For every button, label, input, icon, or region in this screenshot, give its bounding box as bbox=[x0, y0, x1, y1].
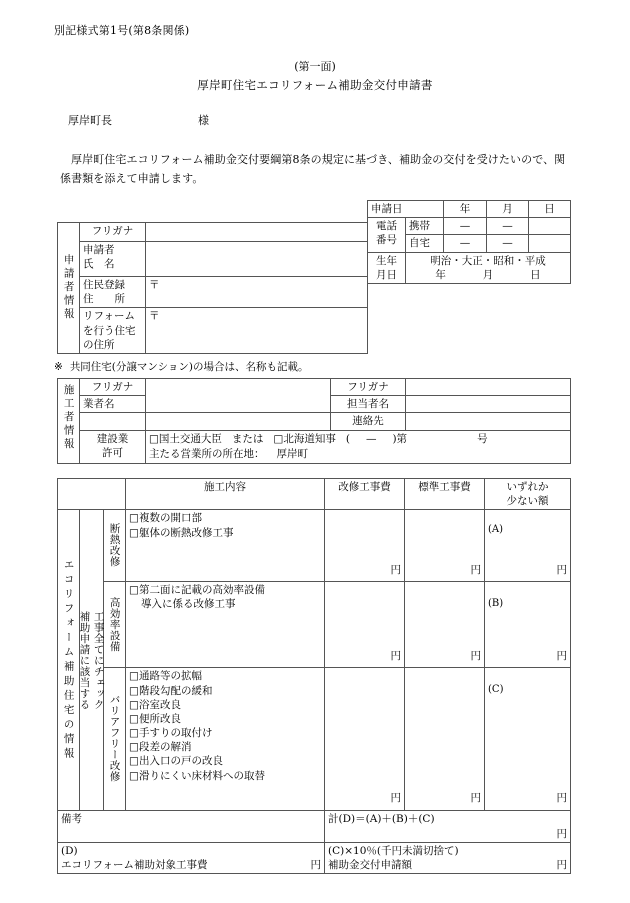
home-number-field[interactable] bbox=[529, 235, 571, 252]
joint-housing-note bbox=[54, 359, 309, 374]
note-mark: ※ bbox=[54, 361, 63, 373]
governor-checkbox[interactable]: □北海道知事 bbox=[273, 432, 336, 445]
target-cost-cell[interactable] bbox=[58, 842, 325, 873]
checkbox-item[interactable]: □便所改良 bbox=[129, 712, 181, 725]
birth-month[interactable]: 月 bbox=[482, 268, 494, 281]
yen-unit: 円 bbox=[310, 858, 322, 871]
renovation-cost-equipment[interactable] bbox=[325, 582, 405, 668]
application-date-month[interactable]: 月 bbox=[487, 201, 529, 218]
yen-unit: 円 bbox=[556, 650, 568, 663]
builder-section-label bbox=[58, 379, 80, 464]
reform-address-label bbox=[80, 308, 146, 354]
resident-address-label-line1: 住民登録 bbox=[83, 279, 125, 292]
d-marker: (D) bbox=[61, 844, 78, 857]
builder-furigana-row bbox=[58, 379, 571, 396]
resident-address-row bbox=[58, 277, 368, 308]
builder-section-label-text: 施工者情報 bbox=[62, 384, 75, 452]
minister-checkbox[interactable]: □国土交通大臣 bbox=[149, 432, 222, 445]
builder-contact-label: 連絡先 bbox=[331, 413, 406, 430]
builder-contact-person-label: 担当者名 bbox=[331, 396, 406, 413]
work-header-content: 施工内容 bbox=[126, 479, 325, 510]
application-date-row bbox=[368, 201, 571, 218]
category-label-equipment-text: 高効率設備 bbox=[108, 596, 121, 652]
builder-license-label-line1: 建設業 bbox=[96, 432, 129, 445]
home-label: 自宅 bbox=[406, 235, 444, 252]
home-dash-2[interactable]: — bbox=[487, 235, 529, 252]
applicant-name-field[interactable] bbox=[146, 242, 368, 277]
work-header-standard-cost: 標準工事費 bbox=[405, 479, 485, 510]
builder-company-label: 業者名 bbox=[80, 396, 146, 413]
applicant-table bbox=[57, 222, 368, 354]
license-or-text: または bbox=[231, 432, 264, 445]
target-cost-label: エコリフォーム補助対象工事費 bbox=[61, 858, 208, 871]
renovation-cost-barrierfree[interactable] bbox=[325, 668, 405, 811]
total-formula: 計(D)＝(A)＋(B)＋(C) bbox=[328, 813, 435, 826]
work-section-label bbox=[58, 510, 80, 811]
builder-company-field[interactable] bbox=[146, 379, 331, 413]
page-label: (第一面) bbox=[294, 60, 336, 73]
standard-cost-equipment[interactable] bbox=[405, 582, 485, 668]
checkbox-item[interactable]: □第二面に記載の高効率設備 bbox=[129, 584, 265, 597]
amount-marker-c: (C) bbox=[488, 684, 504, 696]
items-cell-insulation bbox=[126, 510, 325, 582]
subsidy-label: 補助金交付申請額 bbox=[328, 858, 413, 871]
builder-furigana-label: フリガナ bbox=[80, 379, 146, 396]
yen-unit: 円 bbox=[556, 564, 568, 577]
work-header-renovation-cost: 改修工事費 bbox=[325, 479, 405, 510]
birthdate-value-cell[interactable] bbox=[406, 252, 571, 283]
category-row-equipment bbox=[58, 582, 571, 668]
yen-unit: 円 bbox=[390, 792, 402, 805]
category-row-insulation bbox=[58, 510, 571, 582]
checkbox-item[interactable]: □躯体の断熱改修工事 bbox=[129, 526, 234, 539]
mobile-number-field[interactable] bbox=[529, 218, 571, 235]
office-location-value[interactable]: 厚岸町 bbox=[276, 447, 308, 460]
work-cost-table bbox=[57, 478, 571, 874]
mobile-label: 携帯 bbox=[406, 218, 444, 235]
mobile-dash-1[interactable]: — bbox=[444, 218, 487, 235]
builder-table bbox=[57, 378, 571, 464]
home-dash-1[interactable]: — bbox=[444, 235, 487, 252]
standard-cost-barrierfree[interactable] bbox=[405, 668, 485, 811]
applicant-furigana-field[interactable] bbox=[146, 223, 368, 242]
yen-unit: 円 bbox=[470, 650, 482, 663]
phone-label-line1: 電話 bbox=[376, 220, 397, 233]
yen-unit: 円 bbox=[556, 827, 568, 840]
intro-paragraph: 厚岸町住宅エコリフォーム補助金交付要綱第8条の規定に基づき、補助金の交付を受けたいので、関係書類を添えて申請します。 bbox=[60, 153, 566, 186]
birthdate-label-line2: 月日 bbox=[376, 268, 397, 281]
yen-unit: 円 bbox=[470, 564, 482, 577]
work-section-label-text: エコリフォーム補助住宅の情報 bbox=[62, 558, 75, 762]
builder-contact-furigana-label: フリガナ bbox=[331, 379, 406, 396]
resident-address-field[interactable] bbox=[146, 277, 368, 308]
checkbox-item[interactable]: □滑りにくい床材料への取替 bbox=[129, 769, 265, 782]
applicant-section-label-text: 申請者情報 bbox=[62, 254, 75, 322]
category-label-barrierfree bbox=[104, 668, 126, 811]
category-label-equipment bbox=[104, 582, 126, 668]
builder-contact-person-field[interactable] bbox=[406, 396, 571, 413]
builder-spacer-field bbox=[146, 413, 331, 430]
applicant-name-label bbox=[80, 242, 146, 277]
applicant-contact-box bbox=[367, 200, 571, 284]
era-options[interactable]: 明治・大正・昭和・平成 bbox=[430, 254, 546, 267]
applicant-section-label bbox=[58, 223, 80, 354]
work-header-lesser bbox=[485, 479, 571, 510]
phone-label-line2: 番号 bbox=[376, 234, 397, 247]
subsidy-amount-cell[interactable] bbox=[325, 842, 571, 873]
license-dash[interactable]: — bbox=[365, 432, 377, 445]
reform-address-field[interactable] bbox=[146, 308, 368, 354]
remarks-total-row bbox=[58, 811, 571, 842]
checkbox-item[interactable]: □通路等の拡幅 bbox=[129, 670, 202, 683]
birth-day[interactable]: 日 bbox=[530, 268, 541, 281]
yen-unit: 円 bbox=[390, 564, 402, 577]
builder-contact-furigana-field[interactable] bbox=[406, 379, 571, 396]
license-paren-open: ( bbox=[345, 432, 350, 445]
builder-license-row bbox=[58, 430, 571, 463]
checkbox-item[interactable]: □段差の解消 bbox=[129, 741, 192, 754]
reform-address-row bbox=[58, 308, 368, 354]
category-label-barrierfree-text: バリアフリー改修 bbox=[108, 694, 121, 783]
mobile-dash-2[interactable]: — bbox=[487, 218, 529, 235]
work-header-lesser-line2: 少ない額 bbox=[506, 495, 549, 508]
builder-license-detail-cell bbox=[146, 430, 571, 463]
total-cell[interactable] bbox=[325, 811, 571, 842]
work-header-lesser-line1: いずれか bbox=[506, 481, 549, 493]
work-header-blank bbox=[58, 479, 126, 510]
items-cell-equipment bbox=[126, 582, 325, 668]
remarks-cell[interactable] bbox=[58, 811, 325, 842]
subsidy-formula: (C)×10％(千円未満切捨て) bbox=[328, 844, 459, 857]
birth-year[interactable]: 年 bbox=[435, 268, 446, 281]
applicant-furigana-row bbox=[58, 223, 368, 242]
checkbox-item-continuation: 導入に係る改修工事 bbox=[141, 598, 236, 611]
birthdate-row bbox=[368, 252, 571, 283]
category-label-insulation-text: 断熱改修 bbox=[108, 523, 121, 568]
check-instruction-line2: 工事全てにチェック bbox=[92, 610, 105, 710]
standard-cost-insulation[interactable] bbox=[405, 510, 485, 582]
renovation-cost-insulation[interactable] bbox=[325, 510, 405, 582]
resident-address-label bbox=[80, 277, 146, 308]
checkbox-item[interactable]: □出入口の戸の改良 bbox=[129, 755, 223, 768]
checkbox-item[interactable]: □浴室改良 bbox=[129, 698, 181, 711]
builder-contact-row bbox=[58, 413, 571, 430]
phone-label bbox=[368, 218, 406, 252]
work-header-row bbox=[58, 479, 571, 510]
category-row-barrierfree bbox=[58, 668, 571, 811]
applicant-name-label-line1: 申請者 bbox=[83, 244, 115, 257]
yen-unit: 円 bbox=[470, 792, 482, 805]
form-number: 別記様式第1号(第8条関係) bbox=[54, 24, 190, 37]
lesser-amount-insulation[interactable] bbox=[485, 510, 571, 582]
application-date-day[interactable]: 日 bbox=[529, 201, 571, 218]
builder-license-label bbox=[80, 430, 146, 463]
note-text: 共同住宅(分譲マンション)の場合は、名称も記載。 bbox=[69, 361, 309, 373]
applicant-name-label-line2: 氏 名 bbox=[83, 258, 115, 271]
lesser-amount-equipment[interactable] bbox=[485, 582, 571, 668]
yen-unit: 円 bbox=[556, 792, 568, 805]
form-title: 厚岸町住宅エコリフォーム補助金交付申請書 bbox=[197, 78, 433, 92]
addressee-line bbox=[68, 112, 209, 128]
birthdate-label bbox=[368, 252, 406, 283]
license-number-unit[interactable]: 号 bbox=[477, 432, 488, 445]
reform-address-label-line1: リフォーム bbox=[83, 310, 135, 323]
yen-unit: 円 bbox=[390, 650, 402, 663]
category-label-insulation bbox=[104, 510, 126, 582]
applicant-name-row bbox=[58, 242, 368, 277]
office-location-label: 主たる営業所の所在地： bbox=[149, 447, 265, 460]
remarks-label: 備考 bbox=[61, 813, 82, 826]
postal-mark-resident: 〒 bbox=[149, 279, 160, 292]
postal-mark-reform: 〒 bbox=[149, 310, 160, 323]
checkbox-item[interactable]: □複数の開口部 bbox=[129, 512, 202, 525]
amount-marker-a: (A) bbox=[488, 524, 504, 536]
subsidy-row bbox=[58, 842, 571, 873]
builder-contact-field[interactable] bbox=[406, 413, 571, 430]
application-date-label: 申請日 bbox=[368, 201, 444, 218]
builder-license-label-line2: 許可 bbox=[102, 446, 123, 459]
application-date-year[interactable]: 年 bbox=[444, 201, 487, 218]
birthdate-label-line1: 生年 bbox=[376, 254, 397, 267]
amount-marker-b: (B) bbox=[488, 598, 504, 610]
reform-address-label-line2: を行う住宅 bbox=[83, 324, 136, 337]
phone-mobile-row bbox=[368, 218, 571, 235]
addressee-name: 厚岸町長 bbox=[68, 114, 112, 127]
checkbox-item[interactable]: □手すりの取付け bbox=[129, 727, 213, 740]
resident-address-label-line2: 住 所 bbox=[83, 293, 125, 306]
yen-unit: 円 bbox=[556, 858, 568, 871]
items-cell-barrierfree bbox=[126, 668, 325, 811]
license-paren-close: )第 bbox=[392, 432, 408, 445]
check-instruction-line1: 補助申請に該当する bbox=[78, 610, 91, 710]
reform-address-label-line3: の住所 bbox=[83, 338, 115, 351]
checkbox-item[interactable]: □階段勾配の緩和 bbox=[129, 684, 213, 697]
applicant-furigana-label: フリガナ bbox=[80, 223, 146, 242]
addressee-honorific: 様 bbox=[198, 114, 209, 127]
builder-spacer-label bbox=[80, 413, 146, 430]
lesser-amount-barrierfree[interactable] bbox=[485, 668, 571, 811]
check-instruction-label bbox=[80, 510, 104, 811]
